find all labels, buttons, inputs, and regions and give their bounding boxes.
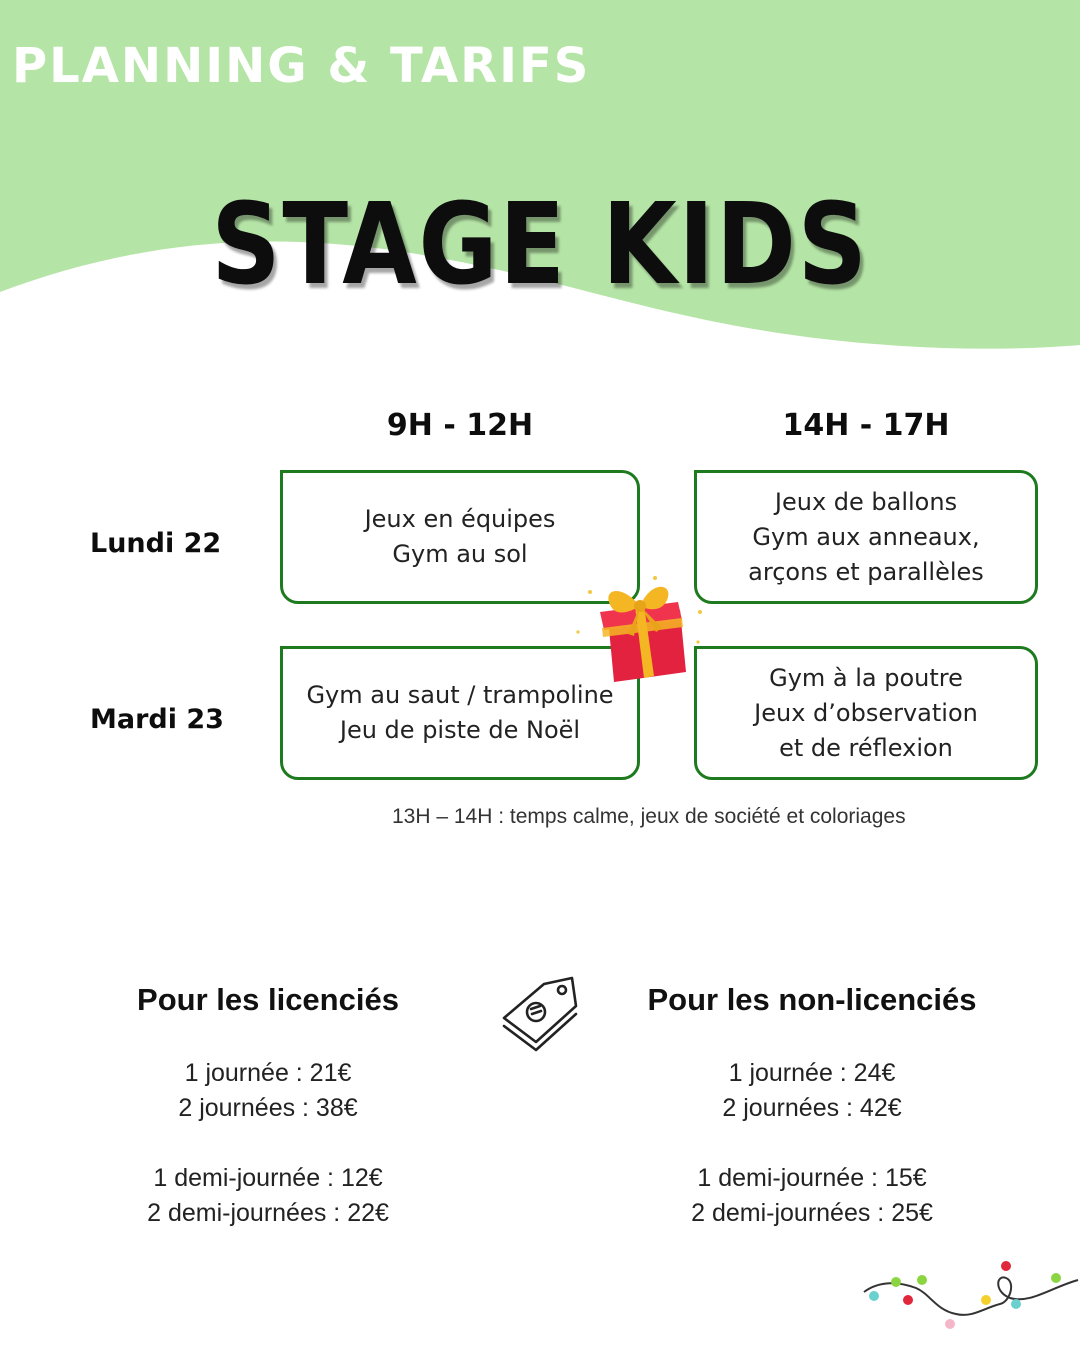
activity-line: Jeux d’observation <box>754 698 978 727</box>
activity-line: et de réflexion <box>779 733 953 762</box>
activity-line: Gym aux anneaux, <box>752 522 980 551</box>
activity-line: Jeux en équipes <box>364 505 556 533</box>
activity-line: Jeux de ballons <box>774 487 958 516</box>
activity-line: arçons et parallèles <box>748 557 984 586</box>
price-line: 1 journée : 24€ <box>728 1059 896 1087</box>
day-label-tuesday: Mardi 23 <box>90 704 224 735</box>
top-title: PLANNING & TARIFS <box>12 38 591 94</box>
price-line: 1 journée : 21€ <box>184 1059 352 1087</box>
price-line: 2 demi-journées : 22€ <box>147 1199 389 1227</box>
euro-price-tag-icon <box>498 972 582 1056</box>
activity-line: Jeu de piste de Noël <box>339 716 581 744</box>
slot-monday-afternoon <box>694 470 1038 604</box>
price-line: 1 demi-journée : 12€ <box>153 1164 383 1192</box>
pricing-non-licensed <box>602 982 1022 1231</box>
main-title: STAGE KIDS <box>211 180 869 310</box>
activity-line: Gym au saut / trampoline <box>306 681 614 709</box>
pricing-licensed <box>58 982 478 1231</box>
pricing-licensed-title: Pour les licenciés <box>137 982 399 1017</box>
gift-icon <box>560 572 710 692</box>
lunch-note: 13H – 14H : temps calme, jeux de société et coloriages <box>392 805 906 828</box>
activity-line: Gym à la poutre <box>769 663 963 692</box>
slot-tuesday-afternoon <box>694 646 1038 780</box>
price-line: 1 demi-journée : 15€ <box>697 1164 927 1192</box>
christmas-lights-icon <box>860 1252 1080 1337</box>
afternoon-header: 14H - 17H <box>782 408 950 443</box>
morning-header: 9H - 12H <box>386 408 534 443</box>
activity-line: Gym au sol <box>392 540 528 568</box>
price-line: 2 demi-journées : 25€ <box>691 1199 933 1227</box>
day-label-monday: Lundi 22 <box>90 528 222 559</box>
price-line: 2 journées : 42€ <box>722 1094 902 1122</box>
pricing-non-licensed-title: Pour les non-licenciés <box>647 982 977 1017</box>
price-line: 2 journées : 38€ <box>178 1094 358 1122</box>
